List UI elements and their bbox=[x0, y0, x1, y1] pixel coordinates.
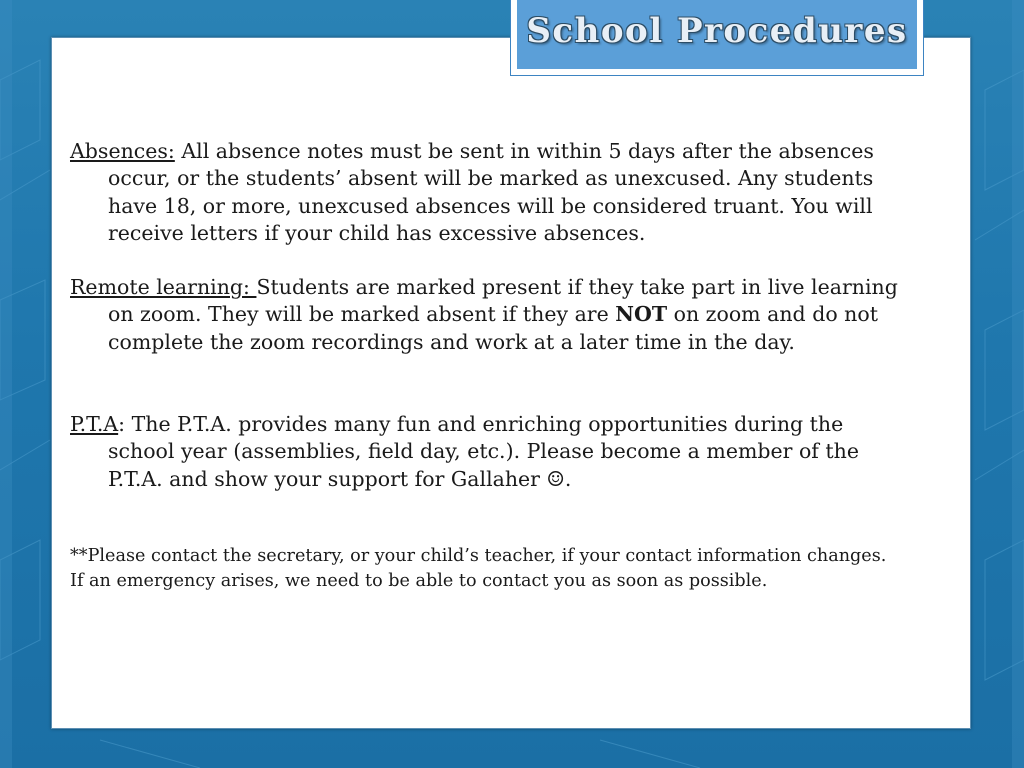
remote-text-2b: on zoom and do not bbox=[667, 302, 878, 327]
absences-line-1 bbox=[70, 138, 970, 165]
contact-note-line-2: If an emergency arises, we need to be able to contact you as soon as possible. bbox=[70, 570, 768, 591]
pta-text-3: P.T.A. and show your support for Gallaher bbox=[108, 466, 547, 491]
absences-label: Absences: bbox=[70, 139, 175, 163]
title-banner bbox=[510, 0, 924, 76]
absences-text-1: All absence notes must be sent in within 5 days after the absences bbox=[174, 139, 874, 163]
absences-line-2: occur, or the students’ absent will be marked as unexcused. Any students bbox=[108, 166, 874, 191]
remote-text-1: Students are marked present if they take part in live learning bbox=[256, 275, 898, 299]
contact-note bbox=[70, 544, 970, 593]
contact-note-line-1: **Please contact the secretary, or your child’s teacher, if your contact information changes. bbox=[70, 546, 887, 566]
pta-line-1 bbox=[70, 411, 970, 438]
absences-line-3: have 18, or more, unexcused absences will be considered truant. You will bbox=[108, 193, 873, 218]
absences-line-4: receive letters if your child has excessive absences. bbox=[108, 220, 646, 245]
remote-text-2a: on zoom. They will be marked absent if they are bbox=[108, 302, 616, 327]
remote-learning-paragraph bbox=[70, 274, 970, 356]
remote-line-3: complete the zoom recordings and work at a later time in the day. bbox=[108, 329, 795, 354]
absences-paragraph bbox=[70, 138, 970, 247]
page-title: School Procedures bbox=[526, 10, 908, 51]
remote-learning-label: Remote learning: bbox=[70, 275, 257, 299]
pta-text-end: . bbox=[564, 466, 572, 491]
pta-line-2: school year (assemblies, field day, etc.). Please become a member of the bbox=[108, 439, 859, 464]
remote-line-2 bbox=[70, 301, 970, 328]
pta-paragraph bbox=[70, 411, 970, 493]
title-banner-fill bbox=[517, 0, 917, 69]
remote-not-emphasis: NOT bbox=[615, 302, 668, 327]
remote-line-1 bbox=[70, 274, 970, 301]
pta-text-1: : The P.T.A. provides many fun and enriching opportunities during the bbox=[118, 412, 844, 436]
smiley-icon: ☺ bbox=[546, 466, 565, 491]
pta-label: P.T.A bbox=[70, 412, 119, 436]
pta-line-3 bbox=[70, 466, 970, 493]
